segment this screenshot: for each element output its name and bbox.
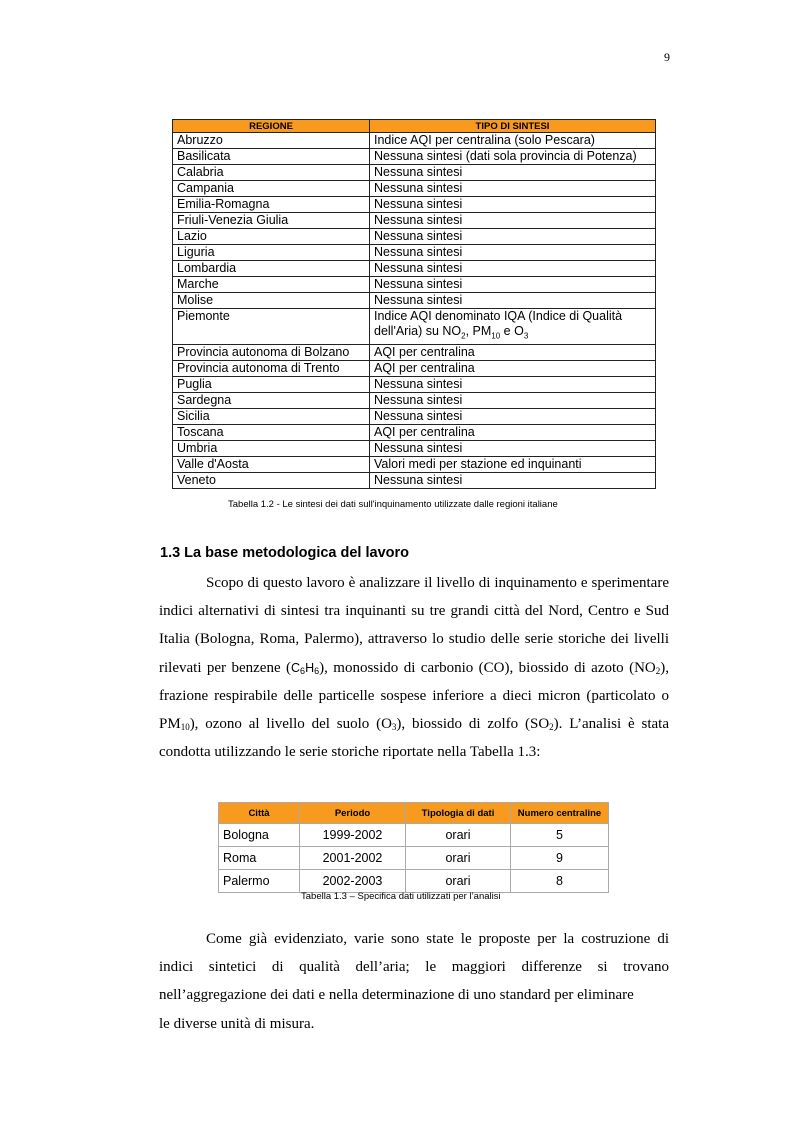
- data-type-cell: orari: [406, 824, 511, 847]
- synthesis-cell: Nessuna sintesi: [370, 213, 656, 229]
- table-row: [173, 456, 656, 472]
- city-cell: Bologna: [219, 824, 300, 847]
- synthesis-cell: Indice AQI denominato IQA (Indice di Qualità dell'Aria) su $NO_2$, $PM_{10}$ e $O_3$: [370, 309, 656, 345]
- synthesis-cell: Nessuna sintesi: [370, 440, 656, 456]
- region-cell: Umbria: [173, 440, 370, 456]
- period-cell: 2001-2002: [300, 847, 406, 870]
- region-cell: Piemonte: [173, 309, 370, 345]
- stations-cell: 8: [511, 870, 609, 893]
- region-cell: Veneto: [173, 472, 370, 488]
- table-caption: Tabella 1.2 - Le sintesi dei dati sull'inquinamento utilizzate dalle regioni italiane: [228, 499, 558, 510]
- table-row: [173, 181, 656, 197]
- region-cell: Molise: [173, 293, 370, 309]
- table-row: [173, 213, 656, 229]
- synthesis-cell: Nessuna sintesi: [370, 293, 656, 309]
- synthesis-cell: Nessuna sintesi: [370, 165, 656, 181]
- synthesis-cell: Nessuna sintesi: [370, 181, 656, 197]
- data-type-cell: orari: [406, 870, 511, 893]
- table-row: [219, 847, 609, 870]
- region-cell: Sicilia: [173, 408, 370, 424]
- region-cell: Lombardia: [173, 261, 370, 277]
- period-cell: 1999-2002: [300, 824, 406, 847]
- table-row: [173, 133, 656, 149]
- city-cell: Roma: [219, 847, 300, 870]
- table-row: [219, 870, 609, 893]
- table-row: [173, 165, 656, 181]
- table-row: [173, 472, 656, 488]
- synthesis-cell: Nessuna sintesi: [370, 472, 656, 488]
- region-cell: Campania: [173, 181, 370, 197]
- regions-synthesis-table: [172, 119, 656, 489]
- column-header: REGIONE: [173, 120, 370, 133]
- region-cell: Emilia-Romagna: [173, 197, 370, 213]
- table-row: [173, 344, 656, 360]
- column-header: Tipologia di dati: [406, 803, 511, 824]
- synthesis-cell: Nessuna sintesi: [370, 245, 656, 261]
- region-cell: Provincia autonoma di Bolzano: [173, 344, 370, 360]
- region-cell: Friuli-Venezia Giulia: [173, 213, 370, 229]
- synthesis-cell: AQI per centralina: [370, 344, 656, 360]
- synthesis-cell: Nessuna sintesi: [370, 392, 656, 408]
- synthesis-cell: Indice AQI per centralina (solo Pescara): [370, 133, 656, 149]
- region-cell: Sardegna: [173, 392, 370, 408]
- table-row: [173, 309, 656, 345]
- synthesis-cell: Nessuna sintesi: [370, 261, 656, 277]
- column-header: Periodo: [300, 803, 406, 824]
- stations-cell: 9: [511, 847, 609, 870]
- synthesis-cell: Nessuna sintesi (dati sola provincia di Potenza): [370, 149, 656, 165]
- table-row: [173, 245, 656, 261]
- period-cell: 2002-2003: [300, 870, 406, 893]
- stations-cell: 5: [511, 824, 609, 847]
- body-paragraph: Come già evidenziato, varie sono state le proposte per la costruzione di indici sintetici di qualità dell’aria; le maggiori differenze si trovano nell’aggregazione dei dati e nella determinazione di uno standard per eliminare le diverse unità di misura.: [159, 931, 669, 1032]
- table-row: [173, 261, 656, 277]
- table-caption: Tabella 1.3 – Specifica dati utilizzati per l’analisi: [301, 891, 501, 902]
- column-header: Città: [219, 803, 300, 824]
- synthesis-cell: AQI per centralina: [370, 424, 656, 440]
- synthesis-cell: Nessuna sintesi: [370, 408, 656, 424]
- synthesis-cell: Nessuna sintesi: [370, 277, 656, 293]
- table-row: [173, 392, 656, 408]
- synthesis-cell: AQI per centralina: [370, 360, 656, 376]
- table-row: [173, 360, 656, 376]
- synthesis-cell: Valori medi per stazione ed inquinanti: [370, 456, 656, 472]
- synthesis-cell: Nessuna sintesi: [370, 197, 656, 213]
- synthesis-cell: Nessuna sintesi: [370, 229, 656, 245]
- table-row: [173, 440, 656, 456]
- table-row: [173, 376, 656, 392]
- region-cell: Calabria: [173, 165, 370, 181]
- table-row: [173, 424, 656, 440]
- region-cell: Provincia autonoma di Trento: [173, 360, 370, 376]
- region-cell: Puglia: [173, 376, 370, 392]
- section-heading: 1.3 La base metodologica del lavoro: [160, 545, 409, 561]
- column-header: TIPO DI SINTESI: [370, 120, 656, 133]
- region-cell: Lazio: [173, 229, 370, 245]
- region-cell: Valle d'Aosta: [173, 456, 370, 472]
- table-header-row: [219, 803, 609, 824]
- region-cell: Toscana: [173, 424, 370, 440]
- data-type-cell: orari: [406, 847, 511, 870]
- table-row: [173, 277, 656, 293]
- synthesis-cell: Nessuna sintesi: [370, 376, 656, 392]
- table-row: [173, 408, 656, 424]
- table-header-row: [173, 120, 656, 133]
- city-cell: Palermo: [219, 870, 300, 893]
- region-cell: Marche: [173, 277, 370, 293]
- page-number: 9: [664, 50, 670, 64]
- table-row: [173, 149, 656, 165]
- region-cell: Basilicata: [173, 149, 370, 165]
- table-row: [173, 293, 656, 309]
- region-cell: Abruzzo: [173, 133, 370, 149]
- data-specification-table: [218, 802, 609, 893]
- table-row: [173, 229, 656, 245]
- body-paragraph: Scopo di questo lavoro è analizzare il livello di inquinamento e sperimentare indici alternativi di sintesi tra inquinanti su tre grandi città del Nord, Centro e Sud Italia (Bologna, Roma, Palermo), attraverso lo studio delle serie storiche dei livelli rilevati per benzene $(C_6H_6)$, monossido di carbonio (CO), biossido di azoto $(NO_2)$, frazione respirabile delle particelle sospese inferiore a dieci micron (particolato o $PM_{10}$), ozono al livello del suolo $(O_3)$, biossido di zolfo $(SO_2)$. L’analisi è stata condotta utilizzando le serie storiche riportate nella Tabella 1.3:: [159, 575, 669, 761]
- table-row: [219, 824, 609, 847]
- region-cell: Liguria: [173, 245, 370, 261]
- column-header: Numero centraline: [511, 803, 609, 824]
- table-row: [173, 197, 656, 213]
